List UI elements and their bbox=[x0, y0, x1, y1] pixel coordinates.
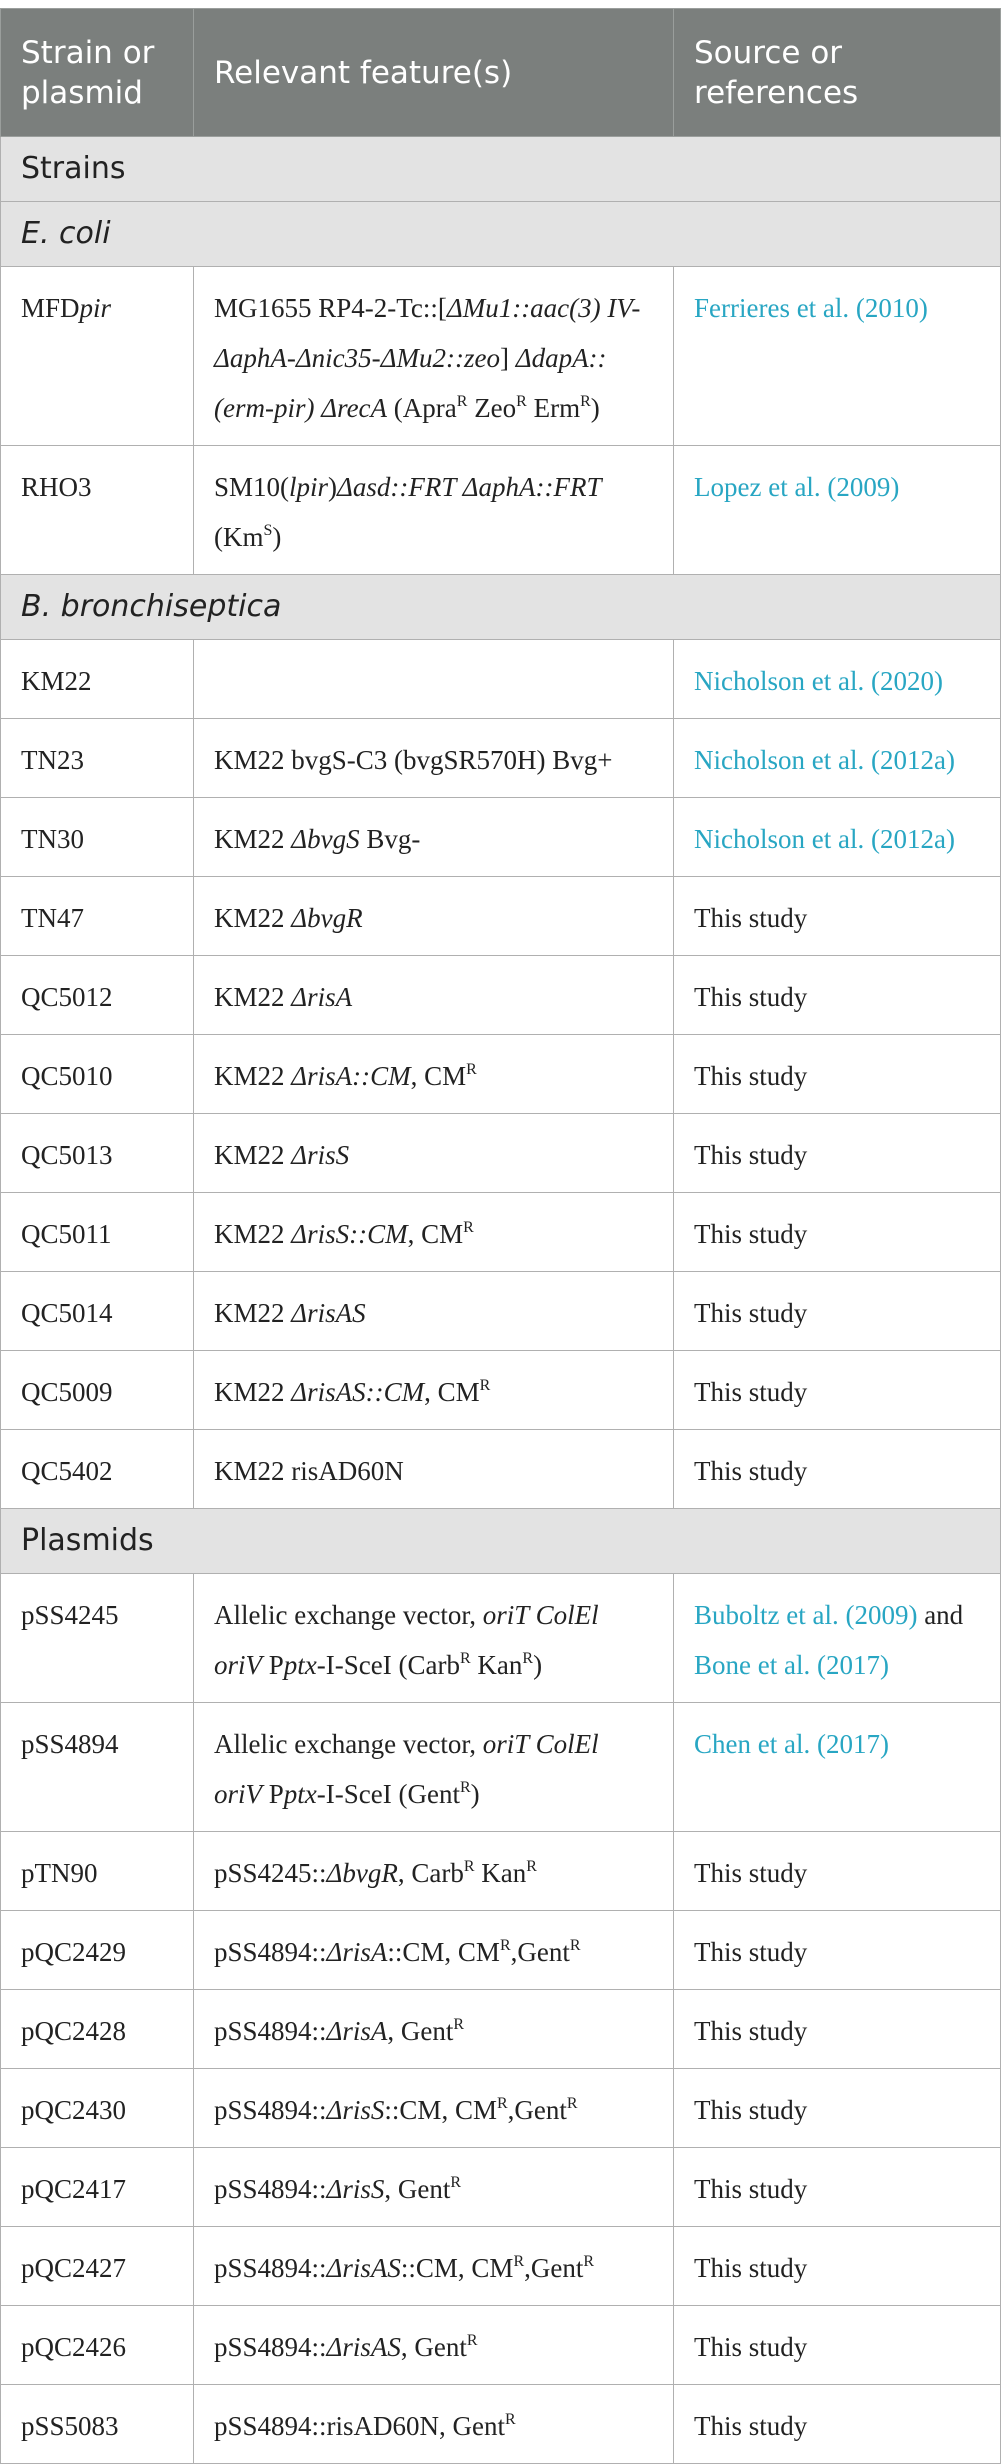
source-link[interactable]: Bone et al. (2017) bbox=[694, 1650, 889, 1680]
feature-cell: pSS4245::ΔbvgR, Carb$^R$ Kan$^R$ bbox=[194, 1832, 674, 1911]
source-link[interactable]: Nicholson et al. (2012a) bbox=[674, 719, 1001, 798]
strain-id: QC5009 bbox=[1, 1351, 194, 1430]
strain-id: pQC2417 bbox=[1, 2148, 194, 2227]
strain-id: QC5402 bbox=[1, 1430, 194, 1509]
feature-cell: KM22 ΔrisAS bbox=[194, 1272, 674, 1351]
source-cell: This study bbox=[674, 2069, 1001, 2148]
feature-cell: KM22 bvgS-C3 (bvgSR570H) Bvg+ bbox=[194, 719, 674, 798]
strain-id: KM22 bbox=[1, 640, 194, 719]
strain-id: TN30 bbox=[1, 798, 194, 877]
feature-cell: pSS4894::ΔrisAS, Gent$^R$ bbox=[194, 2306, 674, 2385]
strain-id: pQC2430 bbox=[1, 2069, 194, 2148]
strain-id: QC5010 bbox=[1, 1035, 194, 1114]
feature-cell: KM22 ΔrisS::CM, $CM^R$ bbox=[194, 1193, 674, 1272]
table-row bbox=[1, 2148, 1001, 2227]
source-link[interactable]: Nicholson et al. (2012a) bbox=[674, 798, 1001, 877]
source-cell: This study bbox=[674, 1272, 1001, 1351]
table-row bbox=[1, 1351, 1001, 1430]
section-strains: Strains bbox=[1, 137, 1001, 202]
table-row bbox=[1, 1703, 1001, 1832]
table-row bbox=[1, 719, 1001, 798]
strain-id: RHO3 bbox=[1, 446, 194, 575]
feature-cell: Allelic exchange vector, oriT ColEl oriV Pptx-I-SceI (Gent$^R$) bbox=[194, 1703, 674, 1832]
feature-cell: KM22 ΔrisA::CM, $CM^R$ bbox=[194, 1035, 674, 1114]
source-cell: This study bbox=[674, 2227, 1001, 2306]
table-row bbox=[1, 1193, 1001, 1272]
table-row bbox=[1, 267, 1001, 446]
table-row bbox=[1, 2306, 1001, 2385]
table-row bbox=[1, 956, 1001, 1035]
header-feature: Relevant feature(s) bbox=[194, 9, 674, 137]
source-link[interactable]: Ferrieres et al. (2010) bbox=[674, 267, 1001, 446]
table-row bbox=[1, 446, 1001, 575]
feature-cell: pSS4894::risAD60N, Gent$^R$ bbox=[194, 2385, 674, 2464]
feature-cell bbox=[194, 640, 674, 719]
strain-id: pTN90 bbox=[1, 1832, 194, 1911]
strain-id: pQC2429 bbox=[1, 1911, 194, 1990]
table-row bbox=[1, 1832, 1001, 1911]
feature-cell: KM22 risAD60N bbox=[194, 1430, 674, 1509]
table-row bbox=[1, 798, 1001, 877]
header-row bbox=[1, 9, 1001, 137]
table-row bbox=[1, 1990, 1001, 2069]
source-cell: This study bbox=[674, 1035, 1001, 1114]
source-cell: This study bbox=[674, 2148, 1001, 2227]
source-cell: This study bbox=[674, 1832, 1001, 1911]
feature-cell: pSS4894::ΔrisA, Gent$^R$ bbox=[194, 1990, 674, 2069]
feature-cell: KM22 ΔbvgR bbox=[194, 877, 674, 956]
feature-cell: pSS4894::ΔrisA::CM, $CM^R,Gent^R$ bbox=[194, 1911, 674, 1990]
strain-id: pQC2427 bbox=[1, 2227, 194, 2306]
section-ecoli: E. coli bbox=[1, 202, 1001, 267]
table-row bbox=[1, 1574, 1001, 1703]
source-cell: This study bbox=[674, 2306, 1001, 2385]
feature-cell: Allelic exchange vector, oriT ColEl oriV Pptx-I-SceI (Carb$^R$ Kan$^R$) bbox=[194, 1574, 674, 1703]
header-strain: Strain or plasmid bbox=[1, 9, 194, 137]
feature-cell: KM22 ΔrisAS::CM, $CM^R$ bbox=[194, 1351, 674, 1430]
feature-cell: pSS4894::ΔrisS::CM, $CM^R,Gent^R$ bbox=[194, 2069, 674, 2148]
table-row bbox=[1, 2385, 1001, 2464]
source-link[interactable]: Chen et al. (2017) bbox=[674, 1703, 1001, 1832]
strain-id: pQC2428 bbox=[1, 1990, 194, 2069]
table-row bbox=[1, 1272, 1001, 1351]
strain-id: QC5014 bbox=[1, 1272, 194, 1351]
strain-id: pSS4245 bbox=[1, 1574, 194, 1703]
strain-id: QC5013 bbox=[1, 1114, 194, 1193]
strain-id: pSS5083 bbox=[1, 2385, 194, 2464]
source-link[interactable]: Lopez et al. (2009) bbox=[674, 446, 1001, 575]
strain-id: MFDpir bbox=[1, 267, 194, 446]
source-cell: This study bbox=[674, 1911, 1001, 1990]
source-cell: This study bbox=[674, 1351, 1001, 1430]
feature-cell: KM22 ΔbvgS Bvg- bbox=[194, 798, 674, 877]
strain-id: pSS4894 bbox=[1, 1703, 194, 1832]
table-row bbox=[1, 640, 1001, 719]
header-source: Source or references bbox=[674, 9, 1001, 137]
feature-cell: pSS4894::ΔrisS, Gent$^R$ bbox=[194, 2148, 674, 2227]
source-cell: Buboltz et al. (2009) and Bone et al. (2017) bbox=[674, 1574, 1001, 1703]
source-cell: This study bbox=[674, 1430, 1001, 1509]
section-bronchiseptica: B. bronchiseptica bbox=[1, 575, 1001, 640]
source-cell: This study bbox=[674, 1193, 1001, 1272]
feature-cell: KM22 ΔrisA bbox=[194, 956, 674, 1035]
table-row bbox=[1, 1114, 1001, 1193]
strain-id: QC5012 bbox=[1, 956, 194, 1035]
table-row bbox=[1, 1430, 1001, 1509]
strain-id: pQC2426 bbox=[1, 2306, 194, 2385]
strains-plasmids-table bbox=[0, 8, 1001, 2464]
table-row bbox=[1, 2069, 1001, 2148]
feature-cell: MG1655 RP4-2-Tc::[ΔMu1::aac(3) IV-ΔaphA-Δnic35-ΔMu2::zeo] ΔdapA::(erm-pir) ΔrecA (Apra$^R$ Zeo$^R$ Erm$^R$) bbox=[194, 267, 674, 446]
table-row bbox=[1, 877, 1001, 956]
source-cell: This study bbox=[674, 1990, 1001, 2069]
source-link[interactable]: Nicholson et al. (2020) bbox=[674, 640, 1001, 719]
source-cell: This study bbox=[674, 877, 1001, 956]
table-row bbox=[1, 1035, 1001, 1114]
feature-cell: pSS4894::ΔrisAS::CM, $CM^R,Gent^R$ bbox=[194, 2227, 674, 2306]
table-row bbox=[1, 1911, 1001, 1990]
strain-id: QC5011 bbox=[1, 1193, 194, 1272]
feature-cell: KM22 ΔrisS bbox=[194, 1114, 674, 1193]
feature-cell: SM10(lpir)Δasd::FRT ΔaphA::FRT $(Km^S)$ bbox=[194, 446, 674, 575]
source-cell: This study bbox=[674, 2385, 1001, 2464]
strain-id: TN23 bbox=[1, 719, 194, 798]
section-plasmids: Plasmids bbox=[1, 1509, 1001, 1574]
table-row bbox=[1, 2227, 1001, 2306]
source-link[interactable]: Buboltz et al. (2009) bbox=[694, 1600, 918, 1630]
strain-id: TN47 bbox=[1, 877, 194, 956]
source-cell: This study bbox=[674, 956, 1001, 1035]
source-cell: This study bbox=[674, 1114, 1001, 1193]
